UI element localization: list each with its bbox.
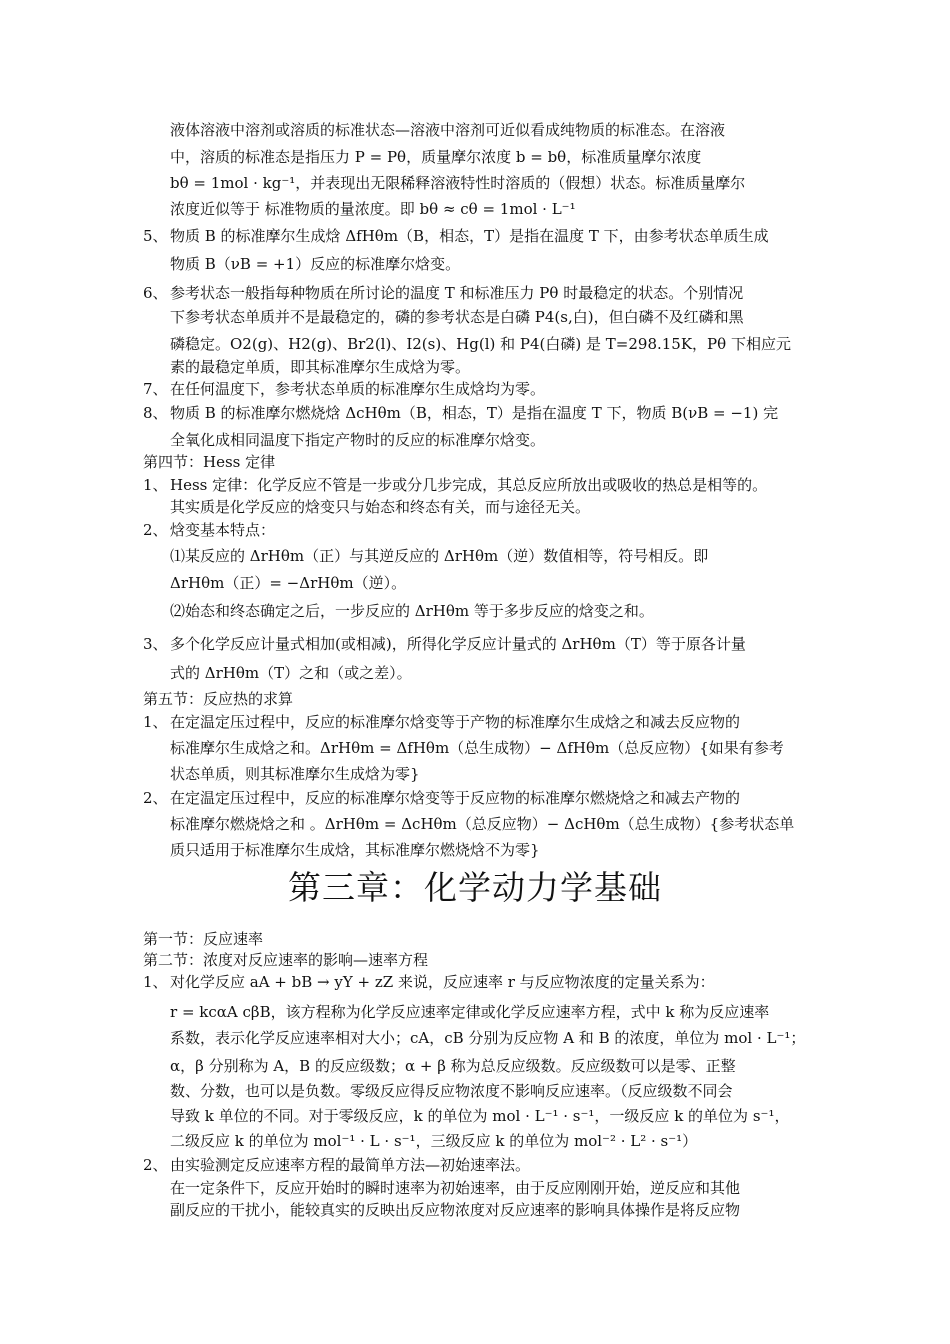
list-number: 5、: [143, 227, 168, 245]
list-item-line: 磷稳定。O2(g)、H2(g)、Br2(l)、I2(s)、Hg(l) 和 P4(白磷) 是 T=298.15K，Pθ 下相应元: [170, 335, 791, 353]
list-item-line: ⑴某反应的 ΔrHθm（正）与其逆反应的 ΔrHθm（逆）数值相等，符号相反。即: [170, 547, 709, 565]
list-number: 1、: [143, 713, 168, 731]
section-heading: 第一节：反应速率: [143, 930, 264, 948]
list-item-line: 物质 B 的标准摩尔燃烧焓 ΔcHθm（B，相态，T）是指在温度 T 下，物质 B(νB = −1) 完: [170, 404, 779, 422]
list-number: 1、: [143, 476, 168, 494]
list-number: 8、: [143, 404, 168, 422]
list-item-line: 在一定条件下，反应开始时的瞬时速率为初始速率，由于反应刚刚开始，逆反应和其他: [170, 1179, 741, 1197]
list-item-line: 其实质是化学反应的焓变只与始态和终态有关，而与途径无关。: [170, 498, 591, 516]
list-number: 1、: [143, 973, 168, 991]
list-item-line: 素的最稳定单质，即其标准摩尔生成焓为零。: [170, 358, 471, 376]
list-item-line: 焓变基本特点：: [170, 521, 276, 539]
list-item-line: 在定温定压过程中，反应的标准摩尔焓变等于反应物的标准摩尔燃烧焓之和减去产物的: [170, 789, 741, 807]
list-item-line: 副反应的干扰小，能较真实的反映出反应物浓度对反应速率的影响具体操作是将反应物: [170, 1201, 741, 1219]
list-item-line: 导致 k 单位的不同。对于零级反应，k 的单位为 mol · L⁻¹ · s⁻¹，一级反应 k 的单位为 s⁻¹，: [170, 1107, 790, 1125]
list-item-line: 参考状态一般指每种物质在所讨论的温度 T 和标准压力 Pθ 时最稳定的状态。个别情况: [170, 284, 744, 302]
paragraph-line: 液体溶液中溶剂或溶质的标准状态—溶液中溶剂可近似看成纯物质的标准态。在溶液: [170, 121, 726, 139]
paragraph-line: 中，溶质的标准态是指压力 P = Pθ，质量摩尔浓度 b = bθ，标准质量摩尔浓度: [170, 148, 702, 166]
list-item-line: 在任何温度下，参考状态单质的标准摩尔生成焓均为零。: [170, 380, 546, 398]
list-number: 3、: [143, 635, 168, 653]
list-item-line: 状态单质，则其标准摩尔生成焓为零}: [170, 765, 420, 783]
paragraph-line: bθ = 1mol · kg⁻¹，并表现出无限稀释溶液特性时溶质的（假想）状态。标准质量摩尔: [170, 174, 746, 192]
list-item-line: 质只适用于标准摩尔生成焓，其标准摩尔燃烧焓不为零}: [170, 841, 540, 859]
list-item-line: 式的 ΔrHθm（T）之和（或之差）。: [170, 664, 412, 682]
list-item-line: r = kcαA cβB，该方程称为化学反应速率定律或化学反应速率方程，式中 k 称为反应速率: [170, 1003, 770, 1021]
list-item-line: α，β 分别称为 A，B 的反应级数；α + β 称为总反应级数。反应级数可以是零、正整: [170, 1057, 736, 1075]
list-item-line: 二级反应 k 的单位为 mol⁻¹ · L · s⁻¹，三级反应 k 的单位为 mol⁻² · L² · s⁻¹）: [170, 1132, 698, 1150]
list-item-line: 标准摩尔燃烧焓之和 。ΔrHθm = ΔcHθm（总反应物）− ΔcHθm（总生成物）{参考状态单: [170, 815, 795, 833]
list-item-line: 由实验测定反应速率方程的最简单方法—初始速率法。: [170, 1156, 531, 1174]
list-number: 2、: [143, 521, 168, 539]
paragraph-line: 浓度近似等于 标准物质的量浓度。即 bθ ≈ cθ = 1mol · L⁻¹: [170, 200, 576, 218]
list-item-line: 物质 B 的标准摩尔生成焓 ΔfHθm（B，相态，T）是指在温度 T 下，由参考状态单质生成: [170, 227, 769, 245]
list-item-line: 标准摩尔生成焓之和。ΔrHθm = ΔfHθm（总生成物）− ΔfHθm（总反应物）{如果有参考: [170, 739, 784, 757]
chapter-title: 第三章：化学动力学基础: [288, 868, 662, 907]
list-item-line: 多个化学反应计量式相加(或相减)，所得化学反应计量式的 ΔrHθm（T）等于原各计量: [170, 635, 746, 653]
list-item-line: 对化学反应 aA + bB → yY + zZ 来说，反应速率 r 与反应物浓度的定量关系为：: [170, 973, 715, 991]
list-item-line: Hess 定律：化学反应不管是一步或分几步完成，其总反应所放出或吸收的热总是相等的。: [170, 476, 768, 494]
list-number: 2、: [143, 789, 168, 807]
list-number: 7、: [143, 380, 168, 398]
list-item-line: ΔrHθm（正）= −ΔrHθm（逆）。: [170, 574, 407, 592]
list-number: 2、: [143, 1156, 168, 1174]
list-number: 6、: [143, 284, 168, 302]
section-heading: 第四节：Hess 定律: [143, 453, 276, 471]
section-heading: 第五节：反应热的求算: [143, 690, 294, 708]
list-item-line: 下参考状态单质并不是最稳定的，磷的参考状态是白磷 P4(s,白)，但白磷不及红磷和黑: [170, 308, 744, 326]
list-item-line: 全氧化成相同温度下指定产物时的反应的标准摩尔焓变。: [170, 431, 546, 449]
section-heading: 第二节：浓度对反应速率的影响—速率方程: [143, 951, 429, 969]
list-item-line: 系数，表示化学反应速率相对大小；cA，cB 分别为反应物 A 和 B 的浓度，单位为 mol · L⁻¹；: [170, 1029, 806, 1047]
list-item-line: ⑵始态和终态确定之后，一步反应的 ΔrHθm 等于多步反应的焓变之和。: [170, 602, 654, 620]
list-item-line: 数、分数，也可以是负数。零级反应得反应物浓度不影响反应速率。（反应级数不同会: [170, 1082, 733, 1100]
list-item-line: 在定温定压过程中，反应的标准摩尔焓变等于产物的标准摩尔生成焓之和减去反应物的: [170, 713, 741, 731]
list-item-line: 物质 B（νB = +1）反应的标准摩尔焓变。: [170, 255, 461, 273]
